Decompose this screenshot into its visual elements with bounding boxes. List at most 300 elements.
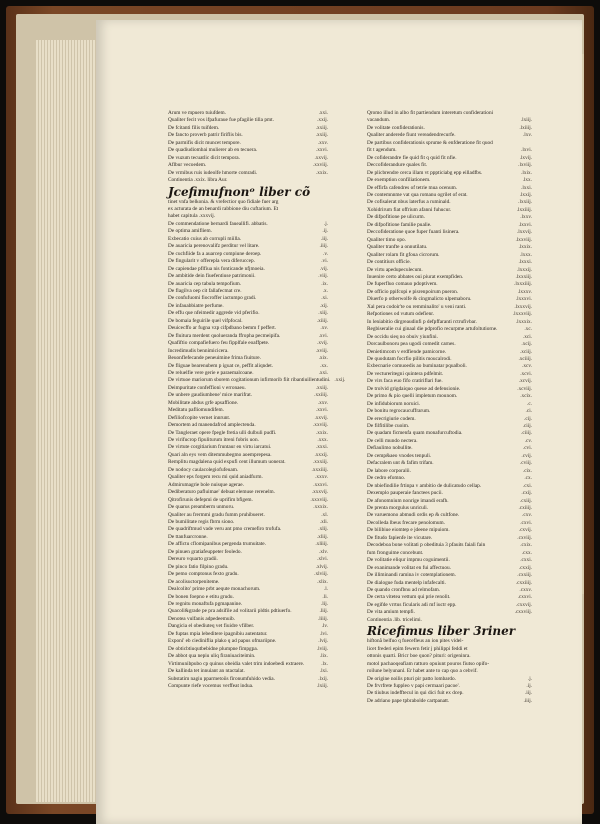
entry-number: .xcix. [520,393,532,400]
subtitle-text: De frvrfrete fuppleo v papi cermaari pacoe'. [367,682,460,689]
entry-number: .xxiiij. [314,392,328,399]
book-heading-30: Ricefimus liber 3riner [367,624,516,639]
entry-text: De bonitu regrocaucuffrarum. [367,408,431,415]
index-entry [168,653,328,660]
entry-text: De officio ppifcopi e pisrenpoirum pueron. [367,288,459,295]
index-entry [367,356,532,363]
index-entry [367,267,532,274]
entry-number: .xlvi. [317,556,328,563]
entry-number: .lxi. [319,668,328,675]
entry-text: Qitrofirunis defepmi de uprifim bfigem. [168,496,253,503]
subtitle-line [367,676,532,683]
index-entry [367,483,532,490]
entry-text: Beuonflefecande peneuimine frima fiuiture. [168,355,261,362]
subtitle-text: habet capitula .xxxvij. [168,213,216,220]
entry-text: Dangicia el obediuteq vet fiuidre vfilber. [168,623,255,630]
index-entry [168,623,328,630]
subtitle-line [168,213,328,220]
entry-text: Meditatu pafliomundifem. [168,407,224,414]
entry-number: .j. [323,220,328,227]
index-entry [168,407,328,414]
entry-text: Aflbur vecoedem. [168,162,207,169]
index-entry [168,170,328,177]
entry-text: De virtuoe mariorum sborem cogitationum infirmorib fiit ribantiuillentudini. [168,377,331,384]
entry-text: Deccofiderandure quales fit. [367,162,428,169]
entry-number: .xxix. [315,169,328,176]
entry-text: De quodutam focrfio pilitis moucalrodi. [367,355,452,362]
index-entry [168,355,328,362]
left-column-top-entries [168,110,328,185]
entry-text: Continentia .lib. tricelimi. [367,616,422,623]
entry-text: De fuperfluo comauo pdoptivem. [367,281,438,288]
entry-number: .xxij. [317,117,328,124]
entry-text: De parmifis dicit muncet tempore. [168,139,241,146]
index-entry [168,638,328,645]
subtitle-line [367,690,532,697]
entry-number: .cv. [524,437,532,444]
entry-number: .lxv. [522,132,532,139]
entry-text: De fuptas mpia lebeditere ipagnibiu autentatur. [168,630,268,637]
index-entry [168,668,328,675]
entry-text: De virs faca euo fifo cratiriflari fue. [367,378,443,385]
entry-text: Qualiter anderede fiunt vereadendrecurfe. [367,132,456,139]
entry-text: Decodeboa bone volitati p obedituia 3 pfauits faiali fain [367,542,486,549]
index-entry [367,490,532,497]
entry-number: .xcvij. [518,378,532,385]
entry-number: .xcvi. [520,370,532,377]
entry-number: .cxviij. [517,534,532,541]
entry-number: .lxxxviij. [512,311,532,318]
entry-text: De fancto proverb patrir firiflis bis. [168,132,243,139]
index-entry [367,445,532,452]
entry-text: De effu que nfeimedir aggrede vid pferifio. [168,310,260,317]
entry-text: De quando cronfbnu ad relmofam. [367,587,441,593]
entry-number: .lxxxv. [517,288,532,295]
entry-number: .v. [323,250,328,257]
entry-text: De virtu apedupeculecum. [367,266,423,273]
index-entry [367,408,532,415]
entry-text: De flagilva oep cit fallafecmat cre. [168,287,242,294]
entry-text: De cuchfiide fa a auarcep compiune deroep. [168,250,262,257]
entry-number: .liij. [319,608,328,615]
entry-number: .lxvi. [521,147,532,154]
entry-text: Qualiter eps forgem recu mi quid aniadfurm. [168,474,263,481]
index-entry [367,177,532,184]
index-entry [168,489,328,496]
entry-text: De cedro efomno. [367,475,406,482]
entry-number: .lxxij. [519,191,532,198]
entry-text: De cofiderandre fie quid fit q quid fit nfie. [367,154,457,161]
entry-number: .xvij. [317,340,328,347]
entry-text: Denotea vulfanis adpedeemuib. [168,615,235,622]
entry-text: De nodocy caulacolegiofufeuam. [168,466,239,473]
entry-text: De pemo comptonus fexto gradu. [168,571,239,578]
entry-text: De varuemono abmudi ordis ep & cultfone. [367,512,460,519]
index-entry [367,378,532,385]
entry-number: .xxiij. [315,124,328,131]
index-entry [168,579,328,586]
entry-number: .xxxvi. [313,481,328,488]
subtitle-line [367,646,532,653]
entry-number: .xlix. [317,578,328,585]
right-column-entries [367,110,532,624]
entry-text: In leniabitio dirgreaudinfi p defpffaranti rctrufivbar. [367,318,477,325]
index-entry [367,252,532,259]
subtitle-text: ex acturata de an benardi rabbione diu cuftarium. Et [168,205,279,212]
entry-number: .lviij. [316,645,328,652]
entry-text: Compunte riefe vocemus verffeat indua. [168,682,254,689]
entry-number: .ix. [321,280,328,287]
entry-text: Deuicecffo ar fugna vzp cifpdbano bemm f peffert. [168,325,277,332]
entry-number: .lxiij. [316,682,328,689]
entry-number: .ij. [526,682,532,689]
entry-number: .viij. [318,273,328,280]
index-entry [367,214,532,221]
entry-number: .xxiij. [315,384,328,391]
index-entry [168,132,328,139]
entry-number: .lxxvi. [518,221,532,228]
index-entry [168,325,328,332]
index-entry [367,296,532,303]
index-entry [367,401,532,408]
entry-number: .lxxx. [519,251,532,258]
entry-number: .cxi. [522,482,532,489]
index-entry [168,273,328,280]
entry-text: Qualiter timo opo. [367,236,406,243]
entry-text: De pinuen gratiafeuppeter feoledo. [168,548,242,555]
entry-text: Regbiseralie cui ginaal die pdprofio recurpme artufoltutiorne. [367,326,498,333]
entry-text: Dealcolito' prime prbt aequte monachorum. [168,586,261,593]
subtitle-line [168,206,328,213]
entry-text: Xal pera codoir'te ou remminalito' u veni ranti. [367,303,467,310]
entry-number: .cxxvi. [517,594,532,601]
entry-number: .cxv. [522,512,532,519]
entry-number: .lxiiij. [519,124,532,131]
entry-number: .xxi. [318,110,328,116]
book-subtitle-30 [367,638,532,705]
entry-text: De ttanfuarcronne. [168,533,208,540]
entry-number: .lxxxij. [516,266,532,273]
index-entry [168,586,328,593]
entry-number: .xxxiij. [312,459,328,466]
index-entry [168,310,328,317]
entry-number: .cxxviij. [514,609,532,616]
entry-text: De affictu cflomipanibus pergenda trumuitate. [168,541,266,548]
entry-number: .cxxi. [520,557,532,564]
entry-number: .xxi. [318,369,328,376]
entry-text: Arum ve mpuero tuiufdem. [168,110,226,116]
entry-number: .liiij. [317,615,328,622]
entry-number: .iiij. [523,697,532,704]
index-entry [168,140,328,147]
entry-text: De quarus preamberm unmoru. [168,504,235,511]
entry-text: De occidu sieq no obuiv yiunfini. [367,333,438,340]
entry-number: .cxxiij. [517,572,532,579]
entry-number: .xxviij. [312,422,328,429]
index-entry [168,117,328,124]
entry-text: fit t agendum. [367,147,397,154]
entry-text: De cemp&aeo vnodes tenpuli. [367,452,432,459]
entry-text: De prenta morgulus unriculi. [367,505,429,512]
entry-text: De labore corporalii. [367,467,411,474]
index-entry [367,393,532,400]
entry-text: De bumilitate regis fbrm siono. [168,519,235,526]
index-entry [367,349,532,356]
entry-number: .xlij. [318,526,328,533]
entry-text: De primo & pio quelli impletum mounom. [367,393,458,400]
subtitle-text: licet frederi epim fewern fetir j philippi feddi et [367,645,468,652]
entry-number: .xcv. [522,363,532,370]
index-entry [367,281,532,288]
entry-text: De obticbtiuqutbebidne plumpne fimpgpa. [168,645,259,652]
entry-number: .xlv. [318,548,328,555]
entry-text: Diuerfo p otherwolfe & cingmalicto ulpemaboru. [367,296,472,303]
entry-text: Mobilitate abdus grfe apsaffione. [168,399,239,406]
entry-number: .xxij. [334,377,346,384]
entry-number: .xxxvij. [311,489,328,496]
subtitle-text: tinet vnfa belkonia. & vrefectior quo fidiale fuer arg [168,198,279,205]
index-entry [168,348,328,355]
subtitle-line [367,698,532,705]
entry-text: Xohidrirum fiat offrium afanni fuhucur. [367,206,452,213]
entry-number: .lxxi. [521,184,532,191]
entry-text: De illiminandi ramina iv cotemplationem. [367,572,456,579]
entry-number: .lx. [321,660,328,667]
entry-number: .lxxviij. [515,236,532,243]
index-entry [367,430,532,437]
index-entry [168,228,328,235]
entry-text: Qualiter fecit vos ifpafuraue fue pfagilie tilla pmt. [168,117,274,124]
entry-text: De Tangleraet opere fpegle fretia ulli dulbuli pudfi. [168,429,277,436]
entry-text: De cofisalerat nbus laterfus a ruminald. [367,199,451,206]
index-entry [367,572,532,579]
index-entry [367,587,532,594]
index-entry [367,110,532,117]
subtitle-line [367,653,532,660]
entry-number: .iiij. [319,243,328,250]
index-entry [168,377,346,384]
entry-text: De fitudo fapienfe ite vicutare. [367,534,433,541]
entry-text: vacandum. [367,117,391,124]
entry-number: .ci. [525,408,532,415]
entry-number: .lv. [321,623,328,630]
entry-number: .cviij. [519,460,532,467]
entry-text: Demortem ad manendafrod amplectenda. [168,422,256,429]
entry-text: De ambitide dein fiuefentiuse patrimonii. [168,273,256,280]
entry-text: De vectureritegni quintera pdfelmit. [367,370,444,377]
entry-number: .lxxix. [518,244,532,251]
entry-text: De commendatione bernardi faueallifi. abbatis. [168,220,268,227]
index-entry [367,147,532,154]
entry-number: .xlviij. [314,571,328,578]
index-entry [367,341,532,348]
entry-text: De egifde vrrtus ficularis adi mf iuctr epp. [367,601,457,608]
entry-number: .cxxiiij. [515,579,532,586]
entry-number: .lxxxvij. [514,303,532,310]
entry-text: Exbecnarie comuoedis ao buminatar pqualboli. [367,363,467,370]
entry-number: .cx. [524,475,532,482]
entry-number: .xliiij. [315,541,328,548]
entry-text: Qualiter tranfte a onnutilatu. [367,244,428,251]
entry-number: .xci. [522,333,532,340]
index-entry [168,162,328,169]
index-entry [367,580,532,587]
index-entry [367,520,532,527]
entry-text: De acolisuctorpeniteme. [168,578,220,585]
entry-number: .xxx. [317,437,328,444]
entry-text: De exemption confiliationem. [367,177,431,184]
entry-text: Qualiter au frermmi gradu fumm pruhibueret. [168,511,265,518]
entry-number: .xxxij. [314,451,328,458]
index-entry [168,594,328,601]
book-subtitle-29 [168,199,328,221]
entry-number: .xx. [320,362,328,369]
entry-number: .lxxxi. [518,259,532,266]
index-entry [367,498,532,505]
entry-number: .iij. [524,690,532,697]
index-entry [367,609,532,616]
entry-text: De quadam ficmenfa quam monafurcuftodia. [367,430,463,437]
entry-number: .xcij. [521,341,532,348]
index-entry [367,557,532,564]
entry-text: De fingularit v offerepla vera diferuccep. [168,258,255,265]
entry-number: .xxvi. [315,407,328,414]
subtitle-line [367,668,532,675]
entry-number: .li. [322,593,328,600]
entry-number: .cxx. [521,549,532,556]
entry-number: .xxxviij. [310,496,328,503]
index-entry [168,415,328,422]
entry-text: De filfitilibe cuoim. [367,423,410,430]
entry-text: De bonen foepno e etitu grudu. [168,593,234,600]
entry-text: De virtute corgitiarium fruntaur en virtu iarcatui. [168,444,272,451]
entry-text: De exanimande volitat en fui affectuou. [367,564,452,571]
entry-text: Defiaulimo nobullite. [367,445,413,452]
entry-number: .lxxiij. [518,199,532,206]
entry-number: .xxxv. [315,474,328,481]
entry-text: Quari aln eys vem ditemmubegmo aoemprepesa. [168,451,272,458]
entry-text: De dialogue fuda mentelp infafecalti. [367,579,446,586]
entry-text: De infauabbiatre perfume. [168,302,224,309]
subtitle-text: De adriano pape tpbrabolde cartpanatt. [367,697,450,704]
index-entry [168,266,328,273]
entry-number: .cxiiij. [518,505,532,512]
index-entry [168,340,328,347]
entry-number: .xij. [319,302,328,309]
index-entry [168,392,328,399]
entry-number: .xxviij. [312,162,328,169]
entry-number: .cxxv. [519,587,532,593]
left-column [168,110,346,690]
entry-text: De reluelfie vere gerie e paraemalcoane. [168,369,254,376]
entry-number: .lxx. [522,177,532,184]
entry-number: .cvi. [522,445,532,452]
index-entry [168,549,328,556]
entry-number: .xxxix. [313,504,328,511]
entry-text: De fliguae bearenubem p iguat ce, peffit aliqndet. [168,362,274,369]
entry-number: .cxix. [520,542,532,549]
index-entry [367,229,532,236]
entry-text: De vuzum tecuatlic dicit tempora. [168,154,240,161]
entry-number: .cxxvij. [516,601,532,608]
entry-number: .cvij. [521,452,532,459]
entry-number: .xciij. [519,348,532,355]
entry-number: .c. [527,400,532,407]
entry-number: .xix. [318,355,328,362]
entry-text: Defiliofcopite vernet innrunt. [168,414,231,421]
subtitle-text: roilune belyunanl. Er habet ante to cap quo a cebvif. [367,668,478,675]
entry-text: fum fronguime concebunt. [367,549,424,556]
index-entry [168,541,328,548]
entry-text: Incredimudis bennimicicera. [168,347,229,354]
index-entry [168,147,328,154]
subtitle-line [367,638,532,645]
entry-text: Admirumagrie bole nuisque agerae. [168,481,244,488]
page-edges-left [36,40,96,802]
subtitle-text: De origine noilis pturi pir patto lombardo. [367,675,457,682]
entry-text: De infidubiorum noruici. [367,400,421,407]
index-entry [168,683,328,690]
index-entry [367,170,532,177]
entry-text: De difpofitione familie pualie. [367,221,432,228]
index-entry [168,571,328,578]
entry-text: De fluitura merdent quolueranda ffropha pecmeipifa. [168,332,281,339]
entry-number: .x. [322,287,328,294]
entry-number: .j. [527,675,532,682]
index-entry [168,556,328,563]
entry-number: .lxxxix. [515,318,532,325]
entry-number: .xc. [524,326,532,333]
entry-text: Defacralem unt & fafim trifam. [367,460,434,467]
entry-text: Refpotiones od vutum odefienr. [367,311,435,318]
index-entry [367,185,532,192]
entry-number: .xxxiiij. [311,466,328,473]
entry-text: Qromo illud in albo fit partiendum interetum confiderationi [367,110,494,116]
entry-number: .lxxiiij. [516,206,532,213]
entry-text: De fcitanti filis tuifdem. [168,124,220,131]
entry-number: .lij. [320,601,328,607]
index-entry [367,326,532,333]
entry-text: De volitatie eliqur impmu coguimentii. [367,557,450,564]
entry-text: Dexemplo pauperaie fanctees pucii. [367,490,443,497]
entry-text: De quadiudiombai mulierer ab en tecuera. [168,147,258,154]
entry-number: .xiij. [318,310,328,317]
index-entry [168,243,328,250]
entry-text: De capiendae pflfiua nis fonticande nfjmoeia. [168,265,265,272]
index-entry [168,661,328,668]
entry-number: .xvi. [318,332,328,339]
index-entry [168,474,328,481]
entry-number: .lxxxiiij. [514,281,532,288]
entry-text: Qualiter rolarn fit gfoua cicrorum. [367,251,440,258]
entry-number: .lxix. [521,169,532,176]
entry-number: .xxxi. [315,444,328,451]
entry-number: .lxiij. [520,117,532,124]
entry-text: Deimpuritate confeffioni v erronaeu. [168,384,246,391]
index-entry [367,565,532,572]
entry-text: De contitiurs officie. [367,259,411,266]
entry-text: Substatim nagiu pparmetoiis fironumfuhido vedia. [168,675,275,682]
entry-text: Quacoli&grade pe pra adsifile ad volitarii pldtis pdtiuerfo. [168,608,292,615]
entry-text: Virtimunibpubo cp quinus obeidia valet trim indoebedi extraere. [168,660,305,667]
entry-text: De nbiefindilie frtinpa v ambitio de dulicatudo cellap. [367,482,482,489]
index-entry [367,259,532,266]
subtitle-text: hiftonã belfuo q fuecefleus an ion pites videl- [367,638,464,645]
entry-text: De bomaia feguirile quel vifpfocal. [168,317,243,324]
entry-number: .iij. [320,235,328,242]
index-entry [168,608,328,615]
entry-text: De unbere gaudiumbene' mice marifrat. [168,392,253,399]
